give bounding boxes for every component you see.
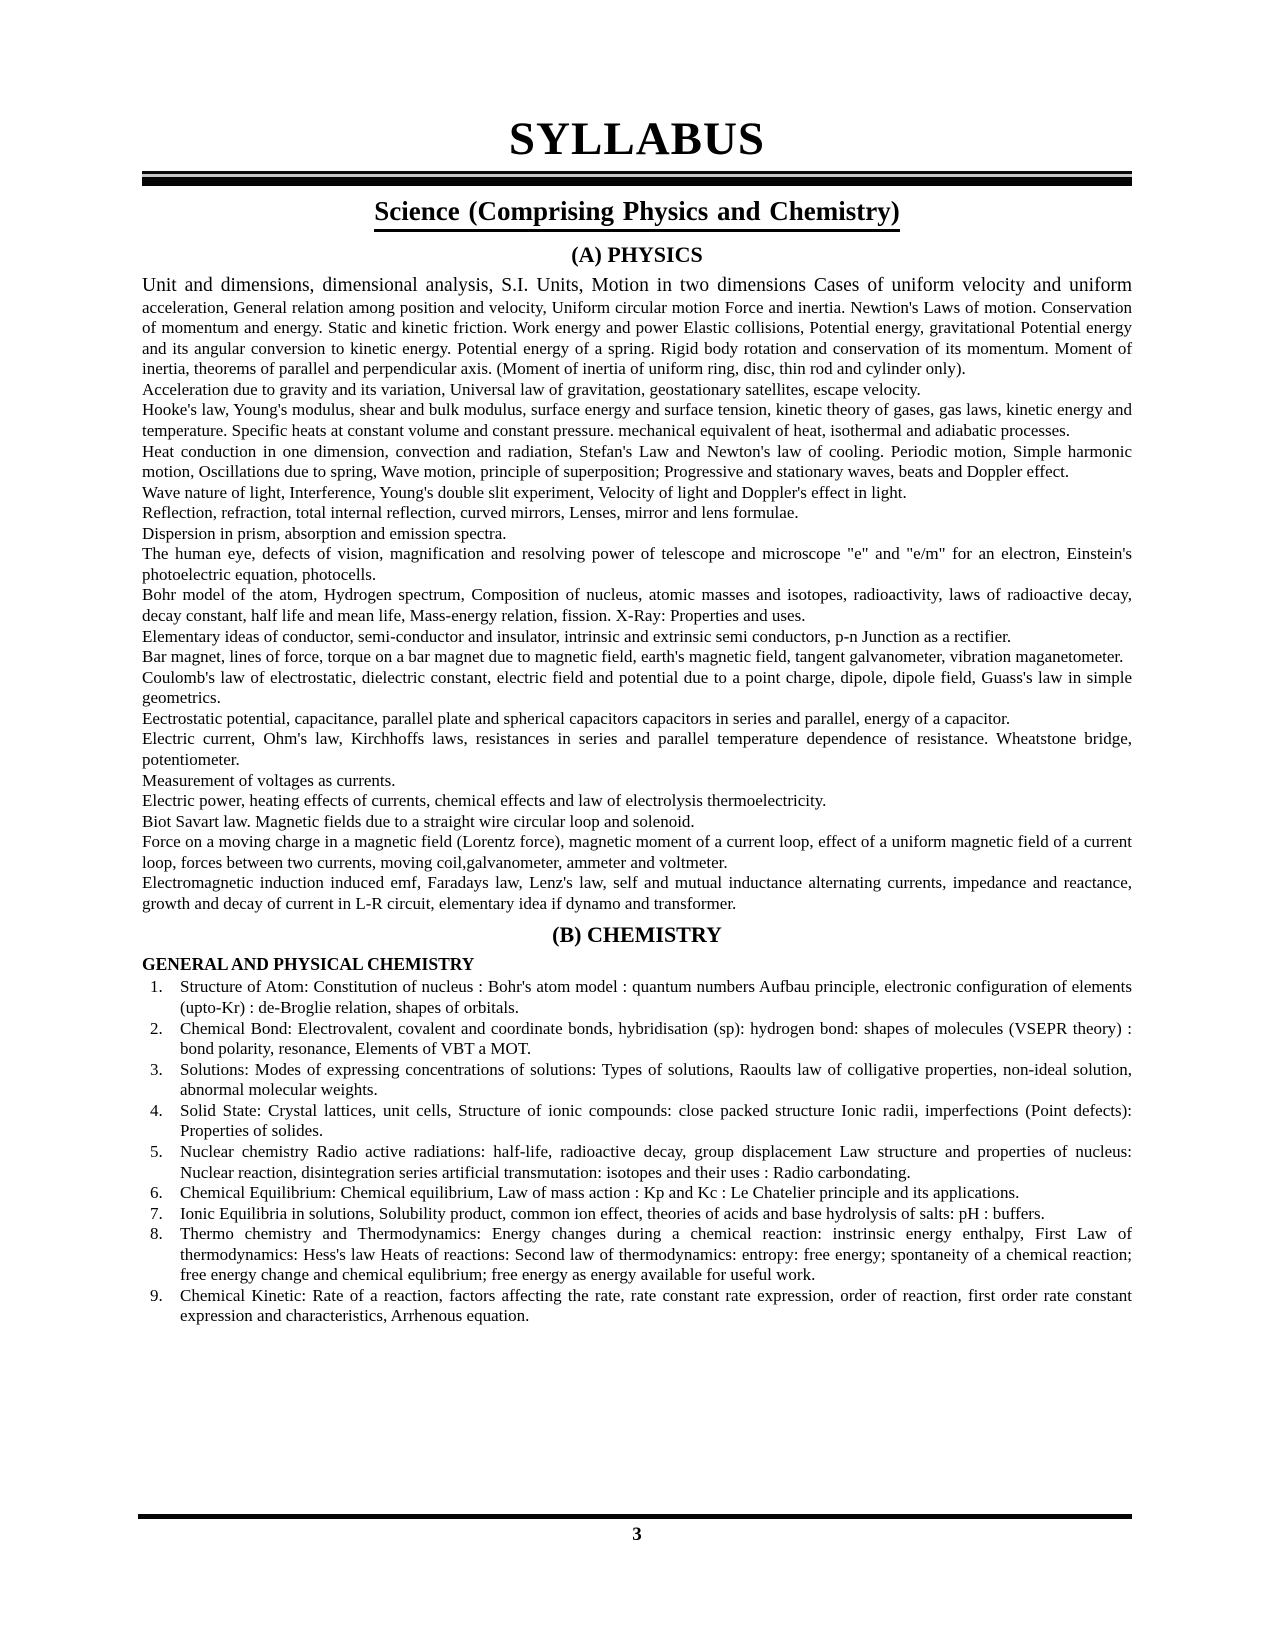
subject-heading-wrap xyxy=(142,196,1132,232)
physics-paragraph: Electromagnetic induction induced emf, Faradays law, Lenz's law, self and mutual inductance alternating currents, impedance and reactance, growth and decay of current in L-R circuit, elementary idea if dynamo and transformer. xyxy=(142,873,1132,913)
chemistry-item xyxy=(142,1286,1132,1327)
physics-paragraph: Wave nature of light, Interference, Young's double slit experiment, Velocity of light and Doppler's effect in light. xyxy=(142,482,907,502)
chemistry-item-text: Solid State: Crystal lattices, unit cells, Structure of ionic compounds: close packed structure Ionic radii, imperfections (Point defects): Properties of solides. xyxy=(180,1100,1132,1141)
document-content xyxy=(142,113,1132,1327)
footer-divider xyxy=(138,1514,1132,1519)
chemistry-item-number: 6. xyxy=(150,1183,163,1203)
chemistry-item-text: Thermo chemistry and Thermodynamics: Energy changes during a chemical reaction: instrinsic energy enthalpy, First Law of thermodynamics: Hess's law Heats of reactions: Second law of thermodynamics: entropy: free energy; spontaneity of a chemical reaction; free energy change and chemical equlibrium; free energy as energy available for useful work. xyxy=(180,1224,1132,1285)
physics-paragraph: Hooke's law, Young's modulus, shear and bulk modulus, surface energy and surface tension, kinetic theory of gases, gas laws, kinetic energy and temperature. Specific heats at constant volume and constant pressure. mechanical equivalent of heat, isothermal and adiabatic processes. xyxy=(142,400,1132,440)
physics-paragraph: Force on a moving charge in a magnetic field (Lorentz force), magnetic moment of a current loop, effect of a uniform magnetic field of a current loop, forces between two currents, moving coil,galvanometer, ammeter and voltmeter. xyxy=(142,832,1132,872)
physics-paragraph: Electric power, heating effects of currents, chemical effects and law of electrolysis thermoelectricity. xyxy=(142,791,827,811)
chemistry-list xyxy=(142,977,1132,1327)
chemistry-item-number: 5. xyxy=(150,1141,163,1161)
chemistry-item-number: 1. xyxy=(150,977,163,997)
chemistry-item-text: Structure of Atom: Constitution of nucleus : Bohr's atom model : quantum numbers Aufbau principle, electronic configuration of elements (upto-Kr) : de-Broglie relation, shapes of orbitals. xyxy=(180,977,1132,1018)
physics-paragraph: Elementary ideas of conductor, semi-conductor and insulator, intrinsic and extrinsic semi conductors, p-n Junction as a rectifier. xyxy=(142,626,1012,646)
physics-paragraph: Heat conduction in one dimension, convection and radiation, Stefan's Law and Newton's law of cooling. Periodic motion, Simple harmonic motion, Oscillations due to spring, Wave motion, principle of superposition; Progressive and stationary waves, beats and Doppler effect. xyxy=(142,441,1132,482)
title-divider-thick-line xyxy=(142,177,1132,186)
chemistry-item xyxy=(142,1204,1132,1225)
chemistry-item-text: Solutions: Modes of expressing concentrations of solutions: Types of solutions, Raoults law of colligative properties, non-ideal solution, abnormal molecular weights. xyxy=(180,1059,1132,1100)
chemistry-item-text: Chemical Equilibrium: Chemical equilibrium, Law of mass action : Kp and Kc : Le Chatelier principle and its applications. xyxy=(180,1183,1020,1203)
chemistry-item-number: 4. xyxy=(150,1100,163,1120)
chemistry-item-text: Chemical Kinetic: Rate of a reaction, factors affecting the rate, rate constant rate expression, order of reaction, first order rate constant expression and characteristics, Arrhenous equation. xyxy=(180,1285,1132,1326)
chemistry-item-number: 8. xyxy=(150,1224,163,1244)
page-number: 3 xyxy=(632,1524,642,1545)
physics-paragraph: Bar magnet, lines of force, torque on a bar magnet due to magnetic field, earth's magnetic field, tangent galvanometer, vibration maganetometer. xyxy=(142,647,1124,667)
chemistry-item-number: 9. xyxy=(150,1285,163,1305)
title-divider xyxy=(142,171,1132,186)
chemistry-item-text: Chemical Bond: Electrovalent, covalent and coordinate bonds, hybridisation (sp): hydrogen bond: shapes of molecules (VSEPR theory) : bond polarity, resonance, Elements of VBT a MOT. xyxy=(180,1018,1132,1059)
chemistry-item xyxy=(142,1060,1132,1101)
physics-paragraph: Electric current, Ohm's law, Kirchhoffs laws, resistances in series and parallel temperature dependence of resistance. Wheatstone bridge, potentiometer. xyxy=(142,729,1132,769)
physics-paragraph: Dispersion in prism, absorption and emission spectra. xyxy=(142,523,507,543)
chemistry-item-number: 3. xyxy=(150,1059,163,1079)
chemistry-item-text: Ionic Equilibria in solutions, Solubility product, common ion effect, theories of acids and base hydrolysis of salts: pH : buffers. xyxy=(180,1203,1045,1223)
chemistry-section-heading: (B) CHEMISTRY xyxy=(552,922,722,948)
chemistry-item xyxy=(142,1224,1132,1286)
physics-paragraph: Unit and dimensions, dimensional analysis, S.I. Units, Motion in two dimensions Cases of uniform velocity and uniform acceleration, General relation among position and velocity, Uniform circular motion Force and inertia. Newtion's Laws of motion. Conservation of momentum and energy. Static and kinetic friction. Work energy and power Elastic collisions, Potential energy, gravitational Potential energy and its angular conversion to kinetic energy. Potential energy of a spring. Rigid body rotation and conservation of its momentum. Moment of inertia, theorems of parallel and perpendicular axis. (Moment of inertia of uniform ring, disc, thin rod and cylinder only). xyxy=(142,275,1132,379)
chemistry-item-text: Nuclear chemistry Radio active radiations: half-life, radioactive decay, group displacement Law structure and properties of nucleus: Nuclear reaction, disintegration series artificial transmutation: isotopes and their uses : Radio carbondating. xyxy=(180,1141,1132,1182)
physics-paragraph: Bohr model of the atom, Hydrogen spectrum, Composition of nucleus, atomic masses and isotopes, radioactivity, laws of radioactive decay, decay constant, half life and mean life, Mass-energy relation, fission. X-Ray: Properties and uses. xyxy=(142,585,1132,626)
physics-paragraphs xyxy=(142,274,1132,914)
chemistry-item-number: 2. xyxy=(150,1018,163,1038)
chemistry-item xyxy=(142,1142,1132,1183)
subject-heading: Science (Comprising Physics and Chemistry) xyxy=(374,196,899,232)
chemistry-item xyxy=(142,1019,1132,1060)
document-title: SYLLABUS xyxy=(508,113,766,165)
chemistry-subheading: GENERAL AND PHYSICAL CHEMISTRY xyxy=(142,954,475,975)
physics-paragraph: Biot Savart law. Magnetic fields due to a straight wire circular loop and solenoid. xyxy=(142,811,695,831)
chemistry-item xyxy=(142,1183,1132,1204)
chemistry-item-number: 7. xyxy=(150,1203,163,1223)
physics-section-heading: (A) PHYSICS xyxy=(571,242,703,267)
chemistry-item xyxy=(142,1101,1132,1142)
physics-paragraph: The human eye, defects of vision, magnification and resolving power of telescope and microscope "e" and "e/m" for an electron, Einstein's photoelectric equation, photocells. xyxy=(142,544,1132,584)
physics-paragraph: Acceleration due to gravity and its variation, Universal law of gravitation, geostationary satellites, escape velocity. xyxy=(142,379,921,399)
physics-paragraph: Reflection, refraction, total internal reflection, curved mirrors, Lenses, mirror and lens formulae. xyxy=(142,503,799,523)
physics-paragraph: Coulomb's law of electrostatic, dielectric constant, electric field and potential due to a point charge, dipole, dipole field, Guass's law in simple geometrics. xyxy=(142,667,1132,708)
physics-paragraph: Measurement of voltages as currents. xyxy=(142,770,396,790)
physics-paragraph: Eectrostatic potential, capacitance, parallel plate and spherical capacitors capacitors in series and parallel, energy of a capacitor. xyxy=(142,708,1011,728)
chemistry-item xyxy=(142,977,1132,1018)
